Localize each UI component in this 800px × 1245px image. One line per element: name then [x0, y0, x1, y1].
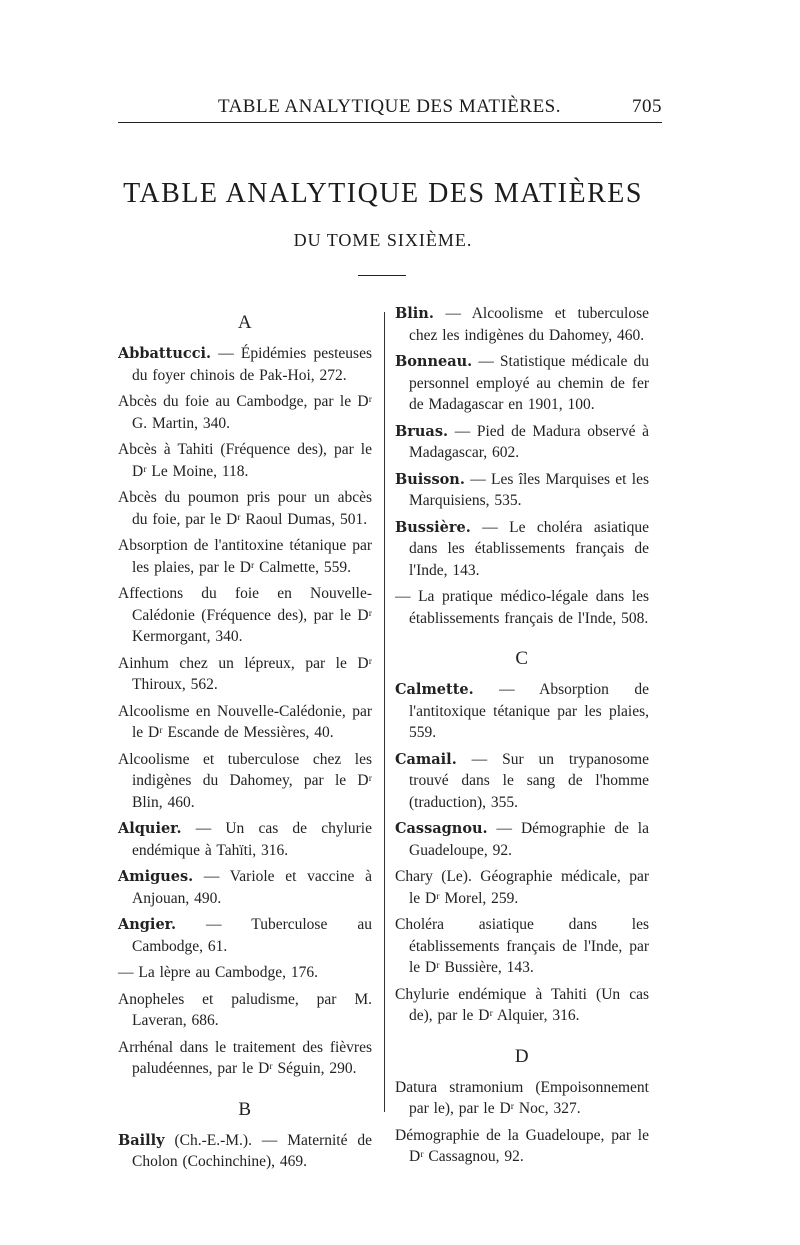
- entry-author: Blin.: [395, 305, 434, 322]
- index-entry: [118, 749, 372, 814]
- page-subtitle: DU TOME SIXIÈME.: [293, 230, 473, 250]
- index-entry: [118, 1130, 372, 1173]
- index-entry: [395, 866, 649, 909]
- index-entry: [395, 818, 649, 861]
- index-entry: [118, 866, 372, 909]
- entry-author: Angier.: [118, 916, 177, 933]
- entry-text: Absorption de l'antitoxine tétanique par les plaies, par le Dʳ Calmette, 559.: [118, 537, 372, 576]
- index-entry: [118, 989, 372, 1032]
- index-entry: [395, 421, 649, 464]
- section-letter-a: A: [237, 312, 253, 333]
- entry-text: Abcès à Tahiti (Fréquence des), par le Dʳ Le Moine, 118.: [118, 441, 372, 480]
- entry-text: Arrhénal dans le traitement des fièvres paludéennes, par le Dʳ Séguin, 290.: [118, 1038, 372, 1077]
- entry-text: — Le choléra asiatique dans les établissements français de l'Inde, 143.: [409, 518, 649, 579]
- index-entry: [395, 1077, 649, 1120]
- entry-text: — Absorption de l'antitoxique tétanique par les plaies, 559.: [409, 681, 649, 741]
- index-entry: [118, 962, 372, 984]
- entry-text: Datura stramonium (Empoisonnement par le), par le Dʳ Noc, 327.: [395, 1078, 649, 1117]
- entry-author: Amigues.: [118, 868, 194, 885]
- index-entry: [118, 1037, 372, 1080]
- section-letter-b: B: [238, 1098, 252, 1120]
- entry-author: Camail.: [395, 750, 457, 768]
- entry-text: — La lèpre au Cambodge, 176.: [118, 964, 318, 981]
- running-title: TABLE ANALYTIQUE DES MATIÈRES.: [218, 96, 562, 117]
- entry-text: Démographie de la Guadeloupe, par le Dʳ Cassagnou, 92.: [395, 1126, 649, 1165]
- entry-author: Calmette.: [395, 681, 474, 698]
- index-entry: [395, 517, 649, 582]
- entry-author: Bailly: [118, 1131, 165, 1149]
- index-entry: [395, 586, 649, 629]
- index-entry: [118, 653, 372, 696]
- index-entry: [118, 343, 372, 386]
- header-rule: [118, 122, 662, 123]
- section-b-entries-left: [118, 1130, 372, 1173]
- entry-author: Bussière.: [395, 518, 471, 536]
- page-title: TABLE ANALYTIQUE DES MATIÈRES: [123, 178, 643, 209]
- entry-text: Ainhum chez un lépreux, par le Dʳ Thiroux, 562.: [118, 654, 372, 693]
- entry-text: — Un cas de chylurie endémique à Tahïti, 316.: [132, 820, 372, 859]
- entry-text: Choléra asiatique dans les établissements français de l'Inde, par le Dʳ Bussière, 143.: [395, 916, 649, 976]
- section-letter-d: D: [514, 1045, 530, 1067]
- index-entry: [118, 439, 372, 482]
- index-entry: [118, 914, 372, 957]
- index-entry: [395, 1125, 649, 1168]
- section-d-entries: [395, 1077, 649, 1168]
- index-entry: [395, 679, 649, 744]
- index-entry: [118, 583, 372, 648]
- entry-text: (Ch.-E.-M.). — Maternité de Cholon (Cochinchine), 469.: [132, 1131, 372, 1170]
- section-a-entries: [118, 343, 372, 1080]
- index-entry: [395, 749, 649, 814]
- entry-text: — Statistique médicale du personnel employé au chemin de fer de Madagascar en 1901, 100.: [409, 353, 649, 413]
- entry-author: Bruas.: [395, 422, 449, 440]
- entry-text: Chylurie endémique à Tahiti (Un cas de), par le Dʳ Alquier, 316.: [395, 985, 649, 1024]
- entry-text: — Variole et vaccine à Anjouan, 490.: [132, 868, 372, 907]
- entry-text: Alcoolisme en Nouvelle-Calédonie, par le Dʳ Escande de Messières, 40.: [118, 702, 372, 741]
- entry-text: Chary (Le). Géographie médicale, par le Dʳ Morel, 259.: [395, 868, 649, 907]
- right-column: [395, 303, 649, 1173]
- entry-text: — Alcoolisme et tuberculose chez les indigènes du Dahomey, 460.: [409, 305, 649, 344]
- index-entry: [395, 984, 649, 1027]
- entry-text: — Les îles Marquises et les Marquisiens, 535.: [409, 470, 649, 509]
- index-entry: [118, 818, 372, 861]
- entry-author: Bonneau.: [395, 353, 473, 370]
- section-c-entries: [395, 679, 649, 1027]
- entry-author: Alquier.: [118, 820, 182, 837]
- entry-author: Cassagnou.: [395, 820, 488, 837]
- index-entry: [118, 487, 372, 530]
- section-b-entries-right: [395, 303, 649, 629]
- entry-text: Alcoolisme et tuberculose chez les indigènes du Dahomey, par le Dʳ Blin, 460.: [118, 750, 372, 811]
- entry-text: — Démographie de la Guadeloupe, 92.: [409, 820, 649, 859]
- entry-author: Buisson.: [395, 470, 465, 488]
- entry-text: Affections du foie en Nouvelle-Calédonie (Fréquence des), par le Dʳ Kermorgant, 340.: [118, 585, 372, 645]
- index-entry: [395, 914, 649, 979]
- index-entry: [118, 535, 372, 578]
- entry-text: — Pied de Madura observé à Madagascar, 602.: [409, 422, 649, 461]
- left-column: [118, 303, 372, 1178]
- running-header: [118, 90, 662, 120]
- column-divider: [384, 312, 385, 1112]
- entry-text: — La pratique médico-légale dans les établissements français de l'Inde, 508.: [395, 588, 649, 627]
- index-entry: [395, 469, 649, 512]
- entry-text: Abcès du poumon pris pour un abcès du foie, par le Dʳ Raoul Dumas, 501.: [118, 489, 372, 528]
- index-entry: [395, 351, 649, 416]
- entry-author: Abbattucci.: [118, 345, 212, 362]
- section-letter-c: C: [515, 648, 529, 669]
- page-number: 705: [632, 96, 662, 117]
- title-rule: [358, 275, 406, 276]
- entry-text: — Épidémies pesteuses du foyer chinois de Pak-Hoi, 272.: [132, 345, 372, 384]
- entry-text: Anopheles et paludisme, par M. Laveran, 686.: [118, 990, 372, 1029]
- entry-text: Abcès du foie au Cambodge, par le Dʳ G. Martin, 340.: [118, 393, 372, 432]
- index-entry: [395, 303, 649, 346]
- entry-text: — Tuberculose au Cambodge, 61.: [132, 916, 372, 955]
- index-entry: [118, 701, 372, 744]
- index-entry: [118, 391, 372, 434]
- entry-text: — Sur un trypanosome trouvé dans le sang de l'homme (traduction), 355.: [409, 750, 649, 811]
